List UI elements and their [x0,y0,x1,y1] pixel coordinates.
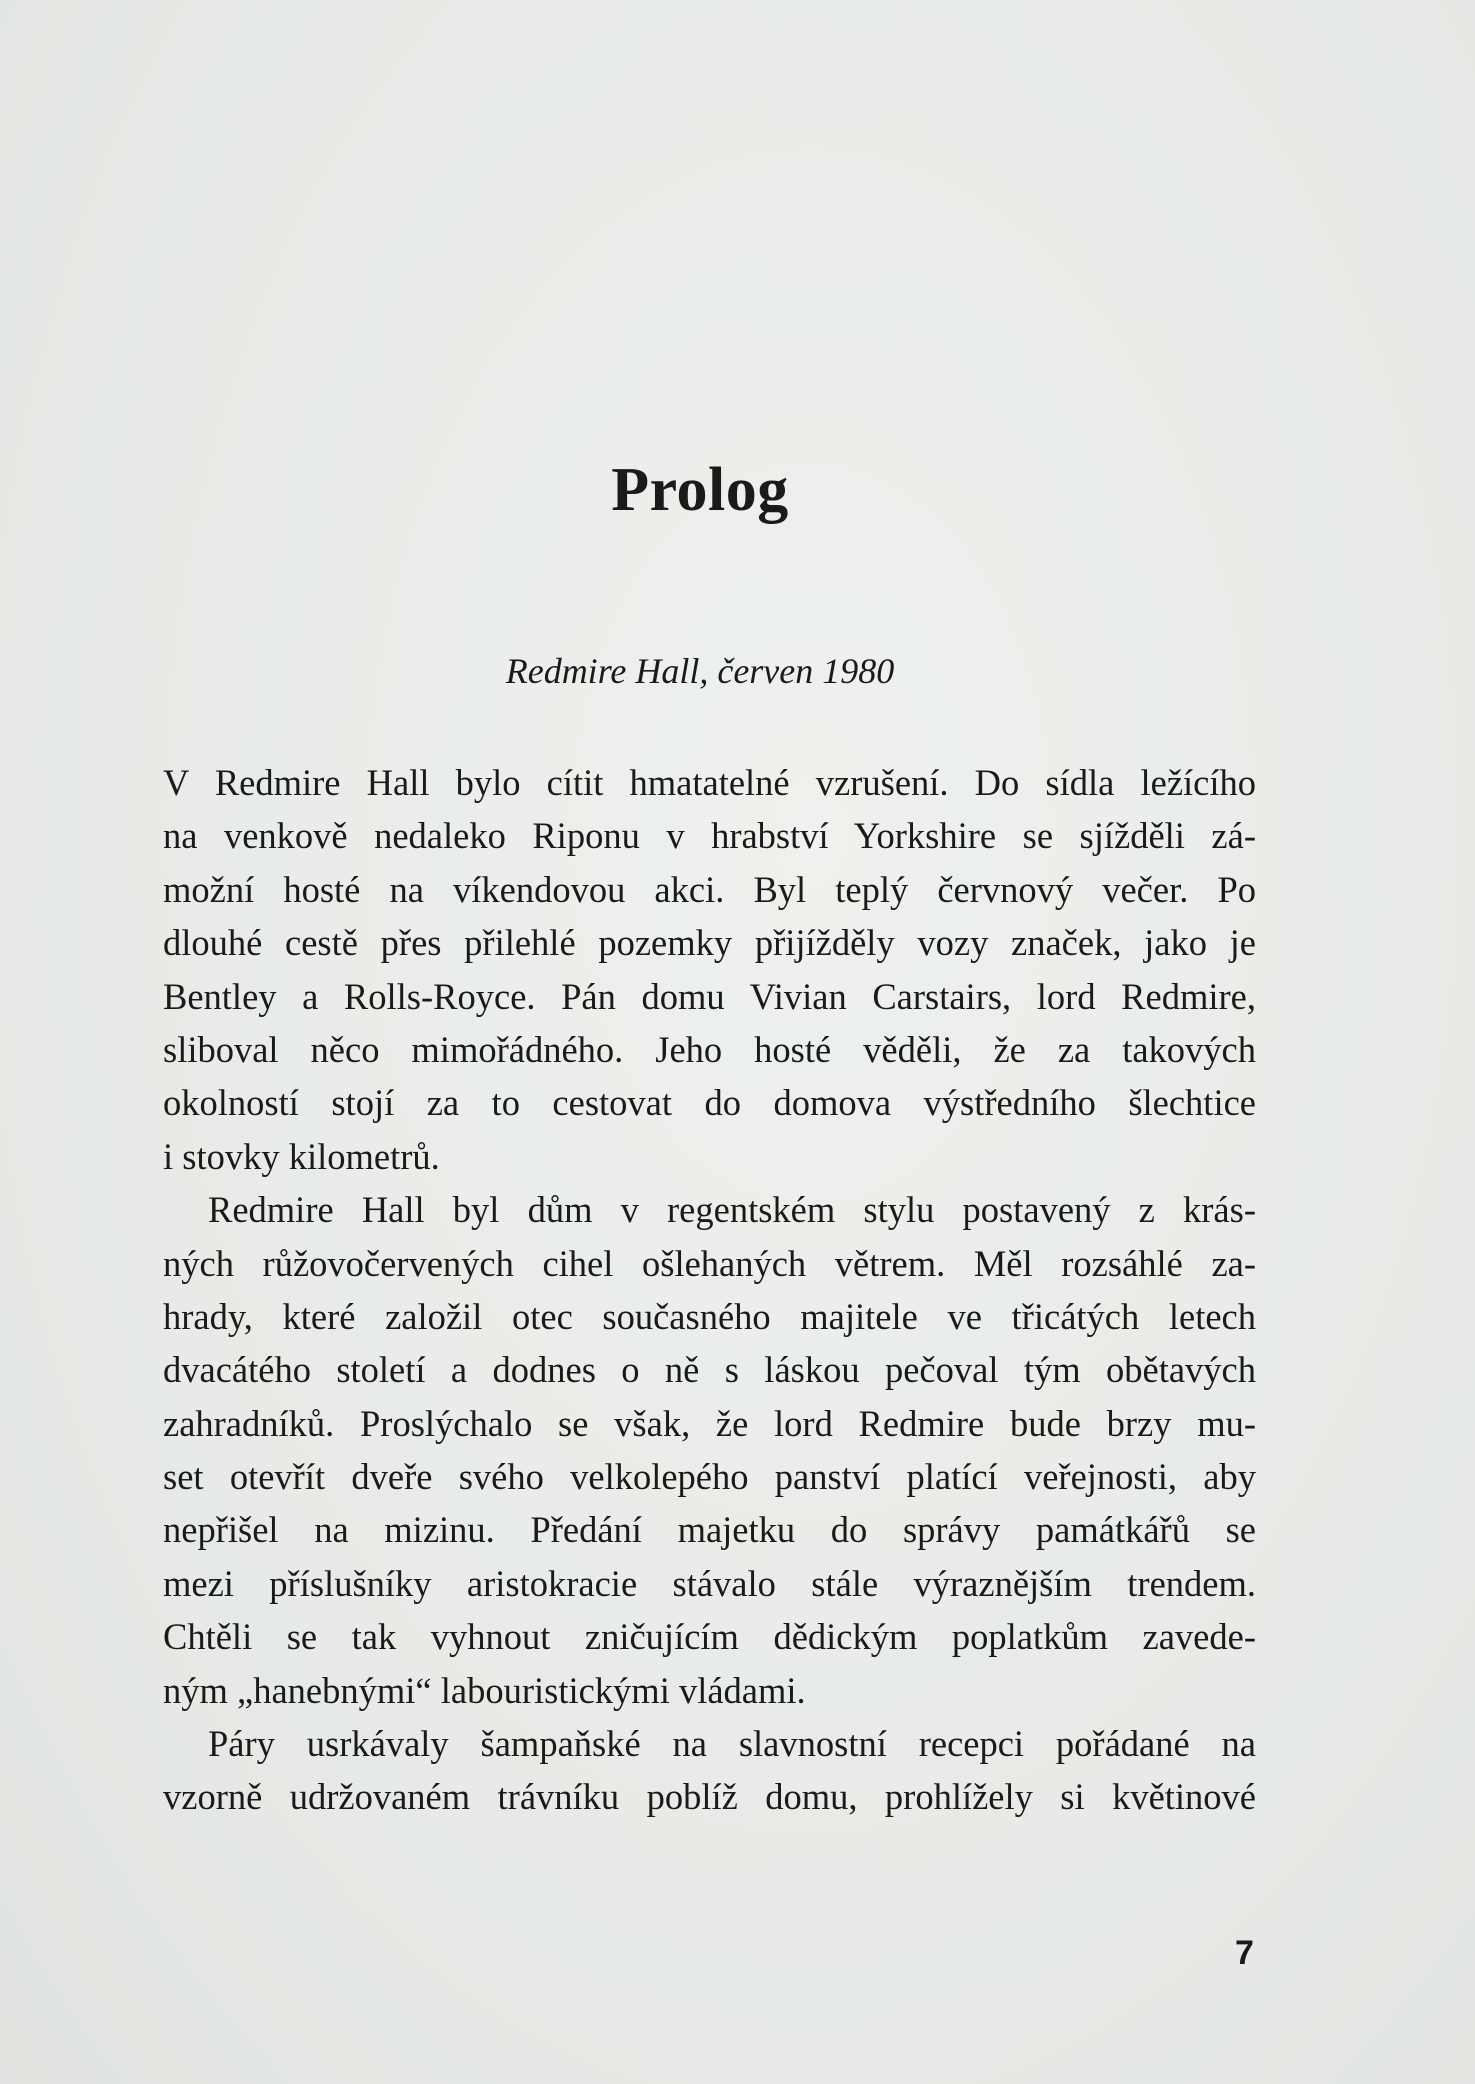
chapter-subtitle: Redmire Hall, červen 1980 [505,651,895,691]
text-line: V Redmire Hall bylo cítit hmatatelné vzrušení. Do sídla ležícího [163,762,1256,803]
text-line: Redmire Hall byl dům v regentském stylu postavený z krás- [208,1189,1256,1231]
text-line: Bentley a Rolls-Royce. Pán domu Vivian Carstairs, lord Redmire, [163,975,1256,1017]
text-line: ných růžovočervených cihel ošlehaných větrem. Měl rozsáhlé za- [163,1242,1256,1284]
text-line: zahradníků. Proslýchalo se však, že lord Redmire bude brzy mu- [163,1402,1256,1444]
page-number: 7 [1235,1934,1254,1972]
text-line: hrady, které založil otec současného majitele ve třicátých letech [163,1295,1256,1337]
text-line: Chtěli se tak vyhnout zničujícím dědickým poplatkům zavede- [163,1616,1256,1658]
text-line: nepřišel na mizinu. Předání majetku do správy památkářů se [163,1509,1256,1551]
text-line: mezi příslušníky aristokracie stávalo stále výraznějším trendem. [163,1562,1256,1604]
text-line: okolností stojí za to cestovat do domova výstředního šlechtice [163,1082,1256,1124]
text-line: i stovky kilometrů. [163,1135,440,1177]
text-line: sliboval něco mimořádného. Jeho hosté věděli, že za takových [163,1028,1256,1070]
text-line: možní hosté na víkendovou akci. Byl teplý červnový večer. Po [163,868,1256,910]
chapter-title: Prolog [611,456,789,524]
body-text [163,756,1256,1824]
text-line: dlouhé cestě přes přilehlé pozemky přijížděly vozy značek, jako je [163,922,1256,964]
text-line: vzorně udržovaném trávníku poblíž domu, prohlížely si květinové [163,1776,1256,1818]
text-line: Páry usrkávaly šampaňské na slavnostní recepci pořádané na [208,1723,1256,1765]
text-line: dvacátého století a dodnes o ně s láskou pečoval tým obětavých [163,1349,1256,1391]
text-line: ným „hanebnými“ labouristickými vládami. [163,1669,806,1711]
text-line: na venkově nedaleko Riponu v hrabství Yorkshire se sjížděli zá- [163,815,1256,857]
text-line: set otevřít dveře svého velkolepého panství platící veřejnosti, aby [163,1456,1256,1498]
